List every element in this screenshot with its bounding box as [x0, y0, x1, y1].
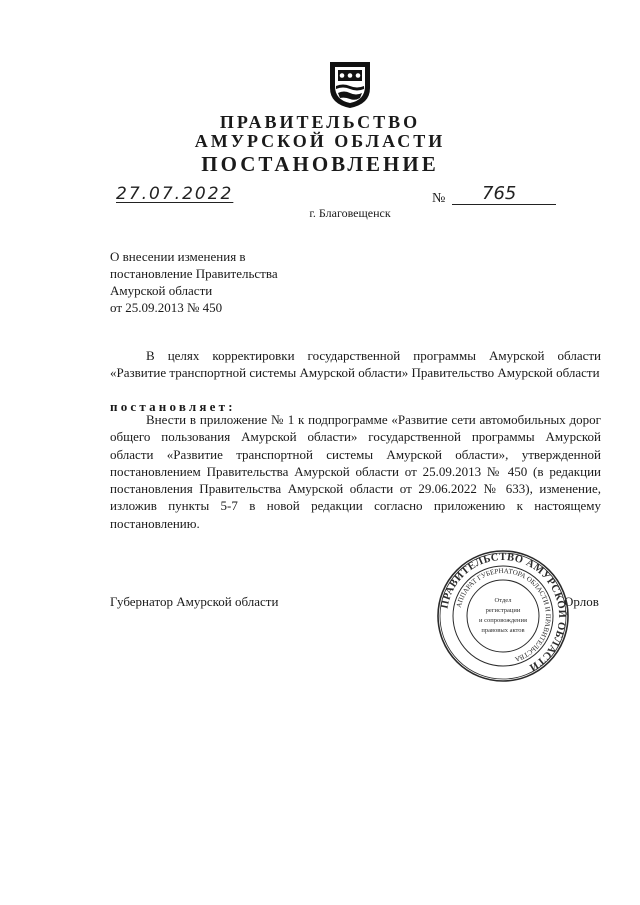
document-type: ПОСТАНОВЛЕНИЕ — [201, 152, 439, 176]
subject-block — [110, 248, 340, 316]
government-title: ПРАВИТЕЛЬСТВО — [219, 112, 421, 132]
document-number: 765 — [452, 184, 556, 205]
registration-stamp — [436, 549, 570, 683]
subject-line: О внесении изменения в — [110, 249, 246, 264]
signatory-title: Губернатор Амурской области — [110, 594, 279, 609]
preamble-paragraph: В целях корректировки государственной программы Амурской области «Развитие транспортной системы Амурской области» Правительство Амурской области — [110, 348, 601, 381]
operative-paragraph: Внести в приложение № 1 к подпрограмме «Развитие сети автомобильных дорог общего пользования Амурской области» государственной программы Амурской области «Развитие транспортной системы Амурской области», утвержденной постановлением Правительства Амурской области от 25.09.2013 № 450 (в редакции постановления Правительства Амурской области от 29.06.2022 № 633), изменение, изложив пункты 5-7 в новой редакции согласно приложению к настоящему постановлению. — [110, 412, 601, 531]
svg-text:ПРАВИТЕЛЬСТВО АМУРСКОЙ ОБЛАСТИ: ПРАВИТЕЛЬСТВО АМУРСКОЙ ОБЛАСТИ — [439, 551, 568, 673]
subject-line: Амурской области — [110, 283, 213, 298]
svg-text:Отдел: Отдел — [494, 597, 512, 604]
svg-text:и сопровождения: и сопровождения — [479, 617, 527, 624]
svg-text:регистрации: регистрации — [485, 607, 521, 614]
region-title: АМУРСКОЙ ОБЛАСТИ — [194, 131, 446, 151]
signatory-name: Орлов — [564, 594, 599, 609]
city-label: г. Благовещенск — [309, 206, 391, 220]
number-sign: № — [432, 191, 446, 206]
svg-text:АППАРАТ ГУБЕРНАТОРА ОБЛАСТИ И: АППАРАТ ГУБЕРНАТОРА ОБЛАСТИ И ПРАВИТЕЛЬСТВА — [454, 566, 553, 664]
resolves-word: постановляет: — [110, 399, 236, 414]
coat-of-arms-icon — [326, 58, 374, 110]
subject-line: постановление Правительства — [110, 266, 278, 281]
subject-line: от 25.09.2013 № 450 — [110, 300, 223, 315]
svg-text:правовых актов: правовых актов — [481, 627, 525, 634]
document-date: 27.07.2022 — [116, 184, 234, 204]
